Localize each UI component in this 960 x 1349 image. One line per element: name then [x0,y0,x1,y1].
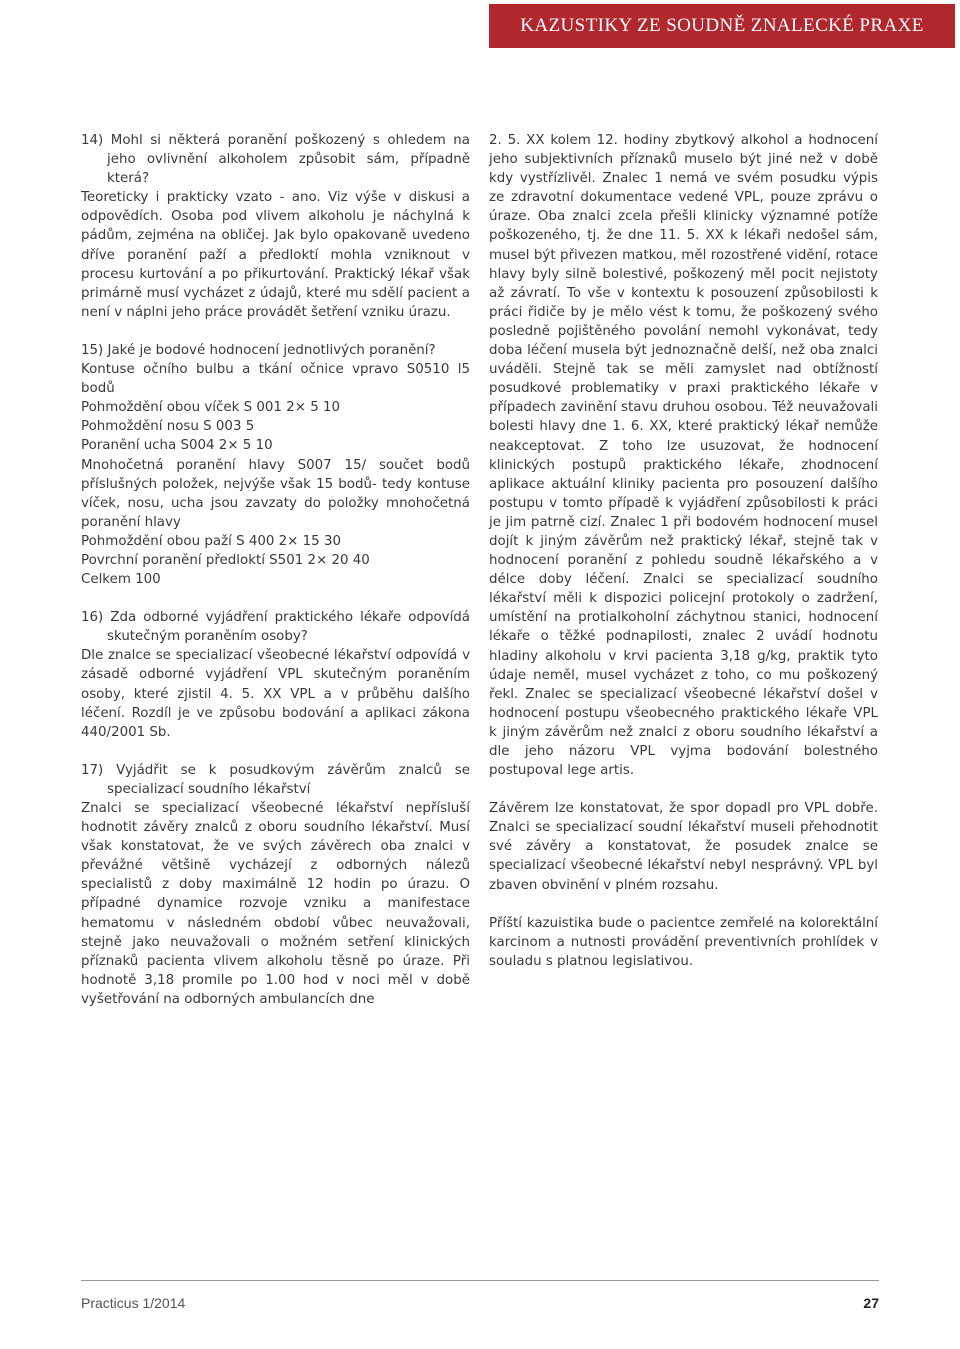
score-line: Kontuse očního bulbu a tkání očnice vpravo S0510 l5 bodů [81,362,470,397]
score-line: Mnohočetná poranění hlavy S007 15/ součet bodů příslušných položek, nejvýše však 15 bodů- tedy kontuse víček, nosu, ucha jsou zavzaty do položky mnohočetná poranění hlavy [81,457,470,530]
score-line: Povrchní poranění předloktí S501 2× 20 40 [81,552,370,568]
score-line: Pohmoždění nosu S 003 5 [81,419,255,435]
right-paragraph-1: 2. 5. XX kolem 12. hodiny zbytkový alkohol a hodnocení jeho subjektivních příznaků muselo být jiné než v době kdy vystřízlivěl. Znalec 1 nemá ve svém posudku výpis ze zdravotní dokumentace vedené VPL, pouze zprávu o úraze. Oba znalci zcela přešli klinicky významné potíže poškozeného, tj. že dne 11. 5. XX k lékaři nedošel sám, musel být přivezen matkou, měl rozostřené vidění, rotace hlavy byly silně bolestivé, poškozený měl pocit nejistoty až závratí. To vše v kontextu k posouzení způsobilosti k práci řidiče by je mělo vést k tomu, že poškozený svého posledně pojištěného povolání nemohl vykonávat, tedy doba léčení musela být jednoznačně delší, než oba znalci uváděli. Stejně tak se měli zamyslet nad obtížností posudkové problematiky v praxi praktického lékaře v případech zavinění stavu druhou osobou. Též neuvažovali bolesti hlavy dne 1. 6. XX, které praktický lékař nemůže neakceptovat. Z toho lze usuzovat, že hodnocení klinických postupů praktického lékaře, zhodnocení aplikace aktuální kliniky pacienta pro posouzení dalšího postupu v tomto případě k vyjádření způsobilosti k práci je jim patrně cizí. Znalec 1 při bodovém hodnocení musel dojít k jiným závěrům než praktický lékař, stejně tak v hodnocení poranění z pohledu soudně lékařského a v délce doby léčení. Znalci se specializací soudního lékařství měli k dispozici policejní protokoly o zadržení, umístění na protialkoholní záchytnou stanici, hodnocení lékaře o těžké podnapilosti, znalec 2 uvádí hodnotu hladiny alkoholu v krvi pacienta 3,18 g/kg, praktik tyto údaje neměl, musel vycházet z toho, co mu poškozený řekl. Znalec se specializací všeobecné lékařství došel v hodnocení postupu všeobecného praktického lékaře VPL k jiným závěrům než znalci z oboru soudního lékařství a dle jeho názoru VPL vyjma bodování bolestného postupoval lege artis. [489,133,878,779]
question-15: 15) Jaké je bodové hodnocení jednotlivých poranění? [81,342,436,358]
publication-name: Practicus 1/2014 [81,1295,186,1311]
conclusion-paragraph: Závěrem lze konstatovat, že spor dopadl pro VPL dobře. Znalci se specializací soudní lékařství museli přehodnotit své závěry a konstatovat, že posudek znalce se specializací všeobecné lékařství nebyl nesprávný. VPL byl zbaven obvinění v plném rozsahu. [489,801,878,893]
answer-17: Znalci se specializací všeobecné lékařství nepřísluší hodnotit závěry znalců z oboru soudního lékařství. Musí však konstatovat, že ve svých závěrech oba znalci v převážné většině vycházejí z odborných nálezů specialistů z doby maximálně 12 hodin po úrazu. O případné dynamice rozvoje vzniku a manifestace hematomu v následném období vůbec neuvažovali, stejně jako neuvažovali o možném setření klinických příznaků pacienta vlivem alkoholu těsně po úraze. Při hodnotě 3,18 promile po 1.00 hod v noci měl v době vyšetřování na odborných ambulancích dne [81,801,470,1007]
answer-16: Dle znalce se specializací všeobecné lékařství odpovídá v zásadě odborné vyjádření VPL skutečným poraněním osoby, které zjistil 4. 5. XX VPL a v průběhu dalšího léčení. Rozdíl je ve způsobu bodování a aplikaci zákona 440/2001 Sb. [81,648,470,740]
score-line: Pohmoždění obou víček S 001 2× 5 10 [81,400,341,416]
next-case-paragraph: Příští kazuistika bude o pacientce zemřelé na kolorektální karcinom a nutnosti provádění preventivních prohlídek v souladu s platnou legislativou. [489,915,878,969]
question-16: 16) Zda odborné vyjádření praktického lékaře odpovídá skutečným poraněním osoby? [81,610,470,645]
page-footer [81,1280,879,1311]
question-14: 14) Mohl si některá poranění poškozený s ohledem na jeho ovlivnění alkoholem způsobit sám, případně která? [81,133,470,187]
score-line: Pohmoždění obou paží S 400 2× 15 30 [81,533,341,549]
right-column [489,131,878,971]
answer-14: Teoreticky i prakticky vzato - ano. Viz výše v diskusi a odpovědích. Osoba pod vlivem alkoholu je náchylná k pádům, zejména na obličej. Jak bylo opakovaně uvedeno dříve poranění paží a předloktí mohla vzniknout v procesu kurtování a po přikurtování. Praktický lékař však primárně musí vycházet z údajů, které mu sdělí pacient a není v náplni jeho práce provádět šetření vzniku úrazu. [81,190,470,320]
question-17: 17) Vyjádřit se k posudkovým závěrům znalců se specializací soudního lékařství [81,762,470,797]
section-banner: KAZUSTIKY ZE SOUDNĚ ZNALECKÉ PRAXE [489,4,955,48]
score-total: Celkem 100 [81,572,161,588]
left-column [81,131,470,1009]
score-line: Poranění ucha S004 2× 5 10 [81,438,273,454]
page-number: 27 [863,1295,879,1311]
